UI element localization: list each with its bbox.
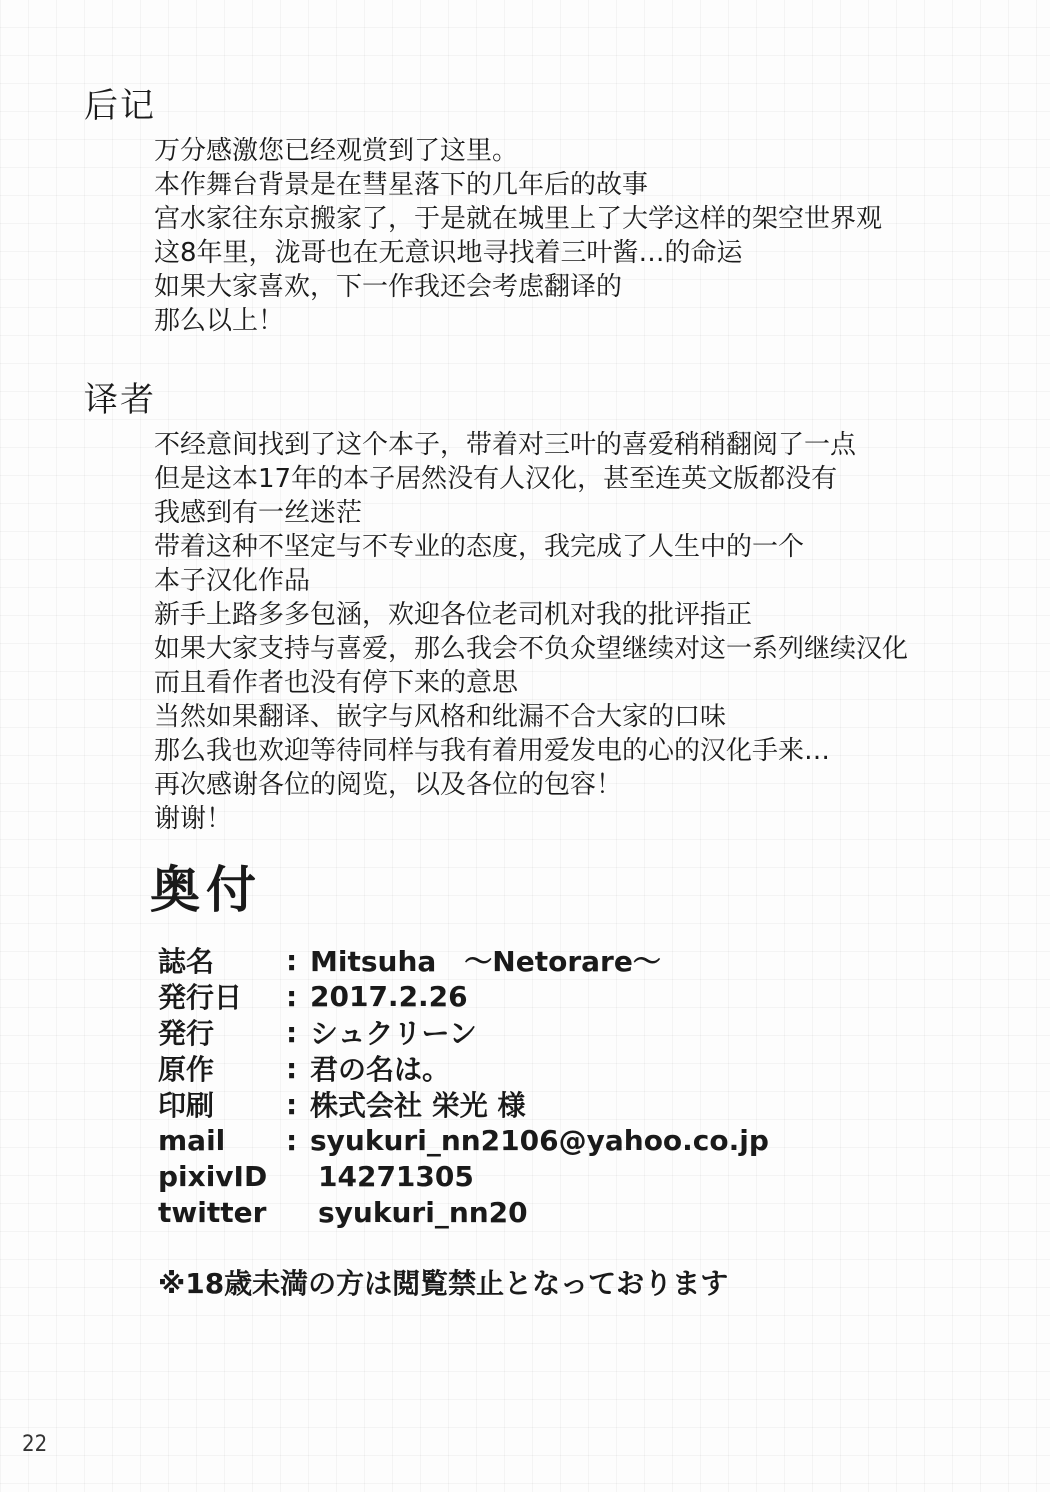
row-value: Mitsuha ～Netorare～: [310, 945, 661, 978]
translator-line: 本子汉化作品: [154, 566, 311, 596]
translator-heading: 译者: [84, 380, 156, 420]
age-restriction-notice: ※18歳未満の方は閲覧禁止となっております: [158, 1267, 729, 1300]
translator-line: 如果大家支持与喜爱，那么我会不负众望继续对这一系列继续汉化: [154, 634, 909, 664]
colophon-row-pixiv: [158, 1158, 769, 1194]
afterword-line: 这8年里，泷哥也在无意识地寻找着三叶酱…的命运: [154, 238, 743, 268]
colophon-row-printer: [158, 1086, 769, 1122]
row-key: twitter: [158, 1195, 267, 1229]
row-value: 2017.2.26: [310, 979, 468, 1013]
afterword-line: 如果大家喜欢，下一作我还会考虑翻译的: [154, 272, 623, 302]
translator-line: 而且看作者也没有停下来的意思: [154, 668, 519, 698]
translator-line: 新手上路多多包涵，欢迎各位老司机对我的批评指正: [154, 600, 753, 630]
row-colon: :: [286, 1015, 298, 1049]
translator-line: 当然如果翻译、嵌字与风格和纰漏不合大家的口味: [154, 702, 727, 732]
row-key: mail: [158, 1123, 226, 1157]
row-value: 14271305: [318, 1159, 474, 1193]
row-key: 誌名: [158, 945, 215, 978]
afterword-line: 万分感激您已经观赏到了这里。: [154, 136, 519, 166]
translator-line: 带着这种不坚定与不专业的态度，我完成了人生中的一个: [154, 532, 805, 562]
row-colon: :: [286, 1051, 298, 1085]
afterword-line: 宫水家往东京搬家了，于是就在城里上了大学这样的架空世界观: [154, 204, 883, 234]
colophon-row-original: [158, 1050, 769, 1086]
colophon-row-title: [158, 942, 769, 978]
colophon-row-mail: [158, 1122, 769, 1158]
afterword-line: 那么以上！: [154, 306, 285, 336]
translator-line: 再次感谢各位的阅览，以及各位的包容！: [154, 770, 623, 800]
row-value: syukuri_nn2106@yahoo.co.jp: [310, 1123, 769, 1157]
row-colon: :: [286, 943, 298, 977]
afterword-text: [154, 134, 882, 338]
afterword-heading: 后记: [84, 86, 156, 126]
translator-line: 谢谢！: [154, 804, 233, 834]
row-key: 印刷: [158, 1089, 215, 1122]
translator-line: 那么我也欢迎等待同样与我有着用爱发电的心的汉化手来…: [154, 736, 831, 766]
row-value: 君の名は。: [310, 1053, 451, 1086]
translator-line: 不经意间找到了这个本子，带着对三叶的喜爱稍稍翻阅了一点: [154, 430, 857, 460]
row-key: 原作: [158, 1053, 215, 1086]
translator-text: [154, 428, 908, 836]
translator-line: 但是这本17年的本子居然没有人汉化，甚至连英文版都没有: [154, 464, 838, 494]
translator-line: 我感到有一丝迷茫: [154, 498, 363, 528]
colophon-row-publisher: [158, 1014, 769, 1050]
colophon-title: 奥付: [150, 861, 262, 919]
row-key: pixivID: [158, 1159, 268, 1193]
row-value: シュクリーン: [310, 1017, 477, 1050]
row-value: 株式会社 栄光 様: [310, 1089, 526, 1122]
afterword-line: 本作舞台背景是在彗星落下的几年后的故事: [154, 170, 649, 200]
row-key: 発行: [158, 1017, 215, 1050]
colophon-table: [158, 942, 769, 1230]
row-colon: :: [286, 1123, 298, 1157]
row-value: syukuri_nn20: [318, 1195, 528, 1229]
row-colon: :: [286, 979, 298, 1013]
row-colon: :: [286, 1087, 298, 1121]
colophon-row-twitter: [158, 1194, 769, 1230]
row-key: 発行日: [158, 981, 243, 1014]
colophon-row-date: [158, 978, 769, 1014]
page-number: 22: [22, 1432, 48, 1457]
